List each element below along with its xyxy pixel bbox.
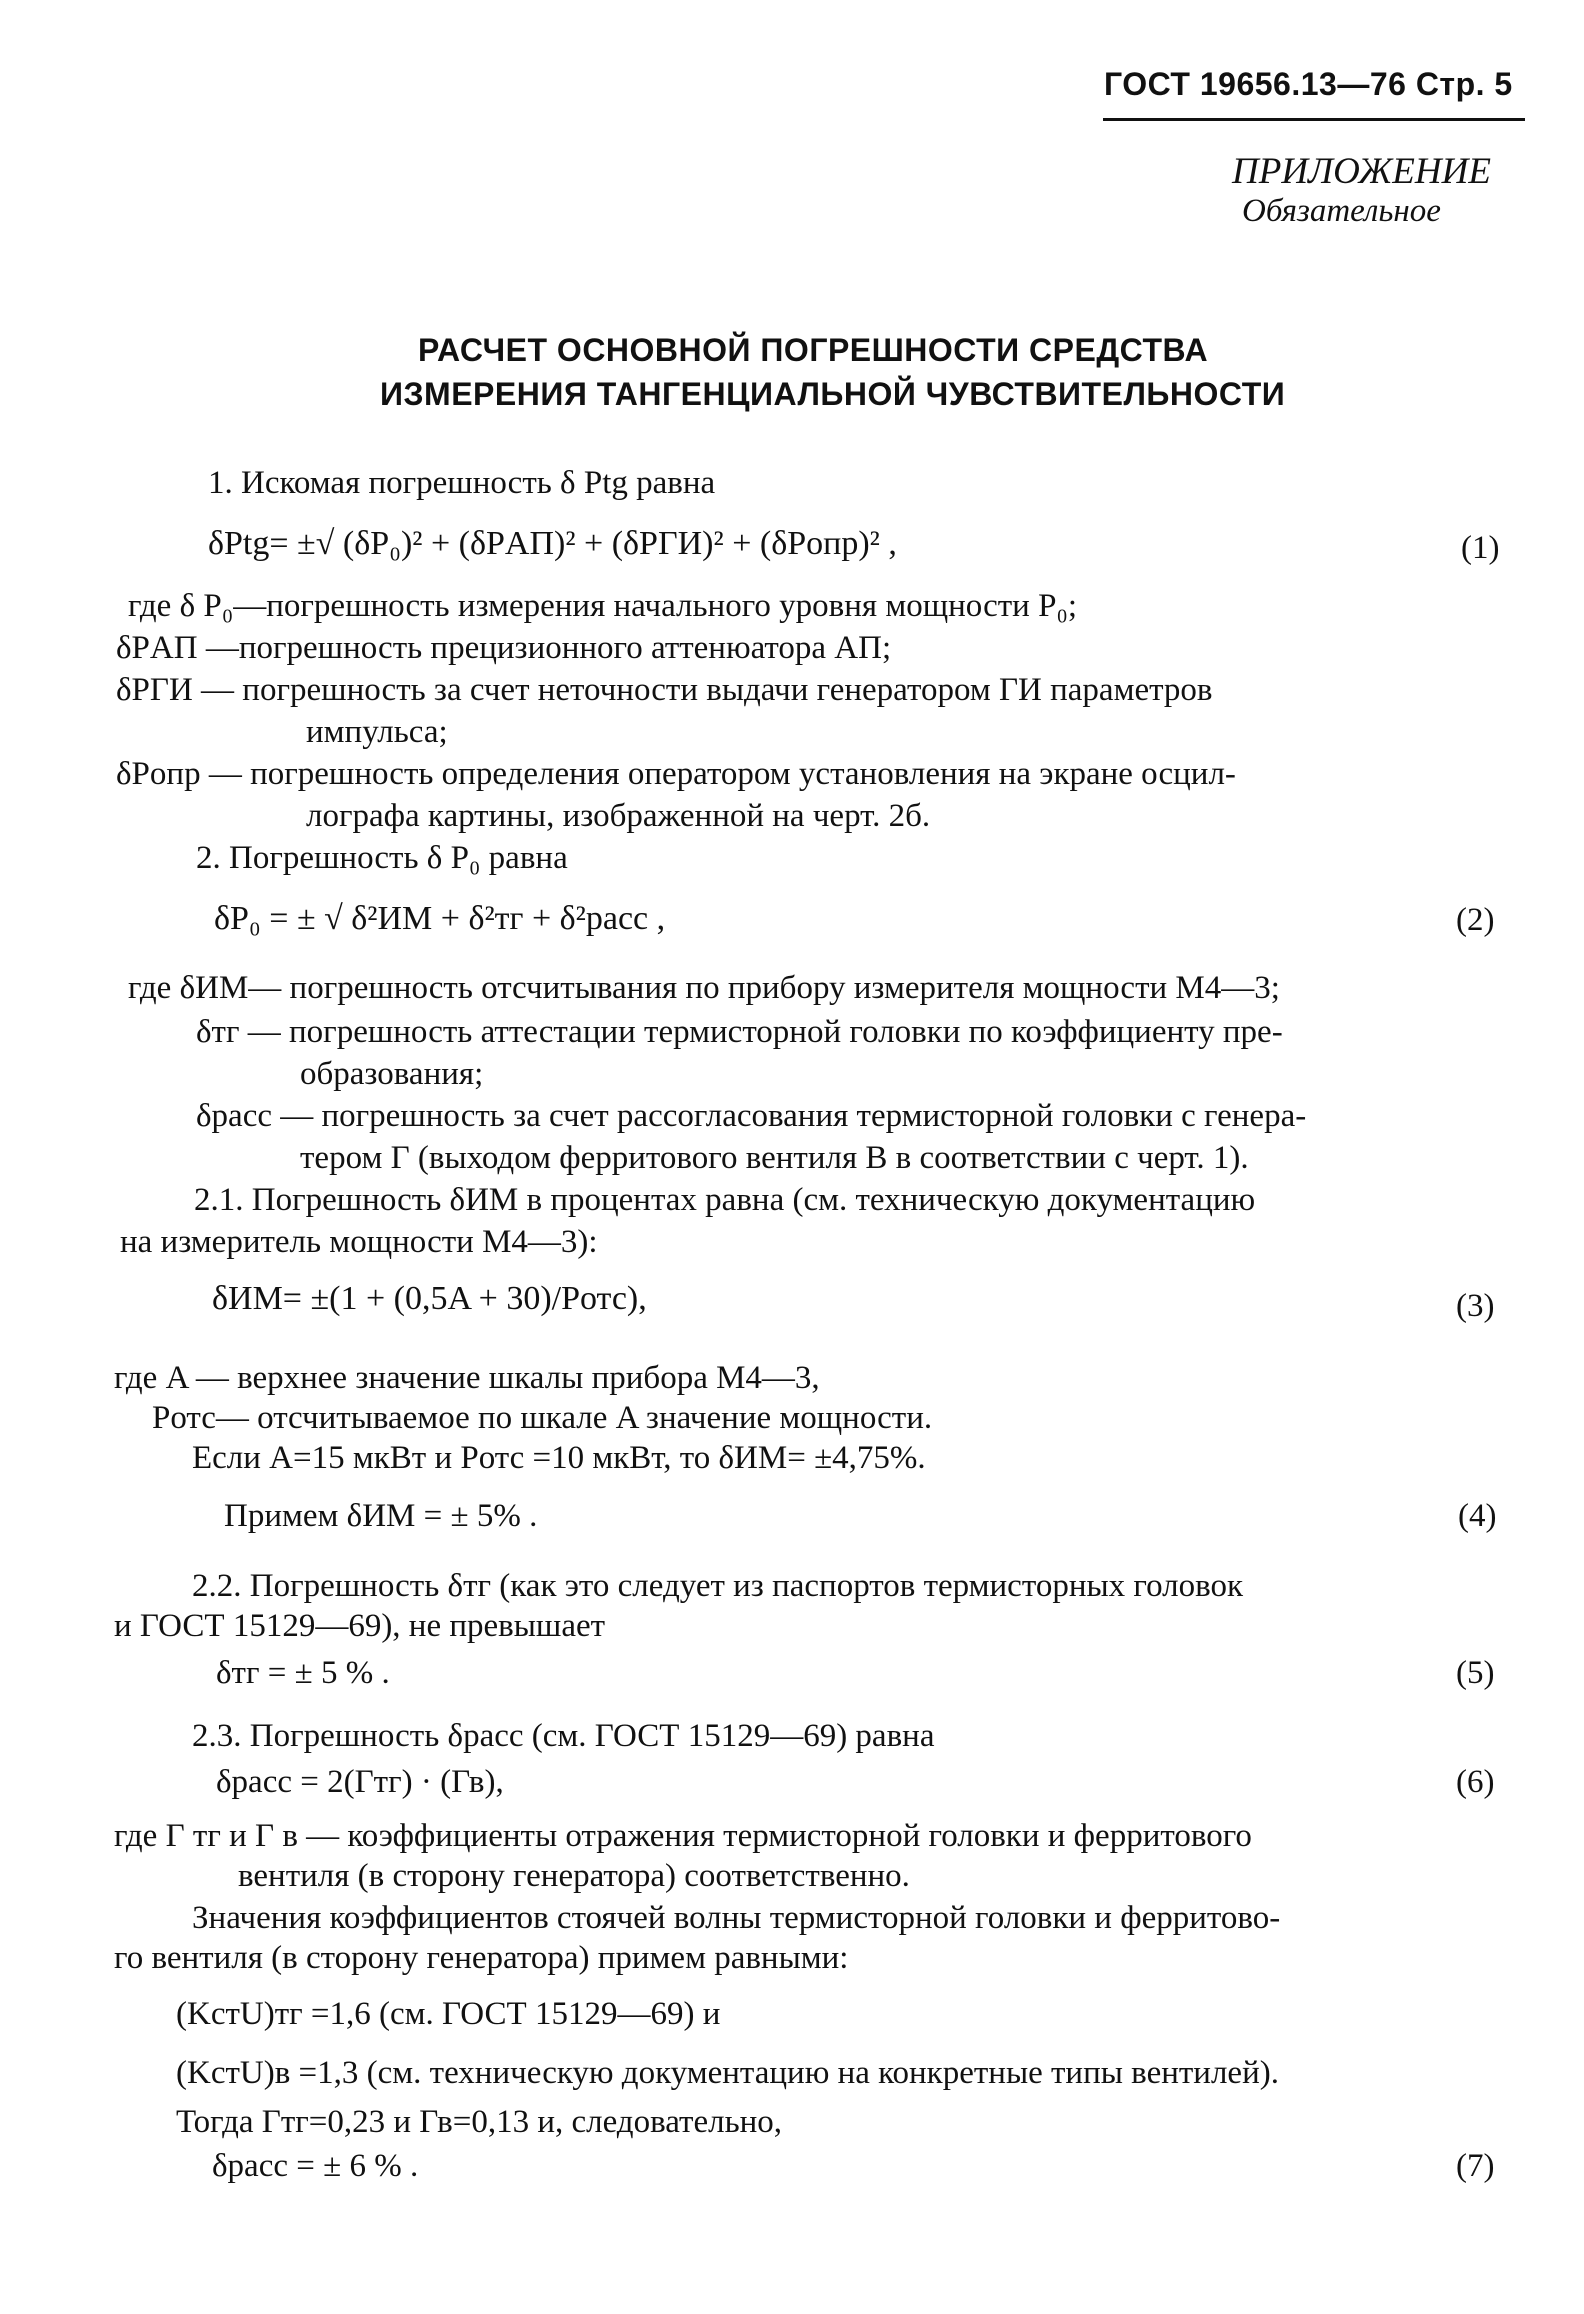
text-line: Если A=15 мкВт и Pотс =10 мкВт, то δИМ= ±4,75%. [192,1440,926,1476]
text-line: где δИМ— погрешность отсчитывания по прибору измерителя мощности М4—3; [128,970,1280,1006]
text-line: 2. Погрешность δ P₀ равна [196,840,568,876]
text-line: го вентиля (в сторону генератора) примем равными: [114,1940,849,1976]
text-line: 2.2. Погрешность δтг (как это следует из паспортов термисторных головок [192,1568,1244,1604]
text-line: Pотс— отсчитываемое по шкале A значение мощности. [152,1400,933,1436]
text-line: где Г тг и Г в — коэффициенты отражения термисторной головки и ферритового [114,1818,1252,1854]
header-rule [1103,118,1525,121]
text-line: (KстU)тг =1,6 (см. ГОСТ 15129—69) и [176,1996,721,2032]
formula-2: δP₀ = ± √ δ²ИМ + δ²тг + δ²расс , [214,900,666,937]
text-line: 2.1. Погрешность δИМ в процентах равна (см. техническую документацию [194,1182,1256,1218]
text-line: 2.3. Погрешность δрасс (см. ГОСТ 15129—69) равна [192,1718,935,1754]
text-line: (KстU)в =1,3 (см. техническую документацию на конкретные типы вентилей). [176,2055,1279,2091]
equation-number: (6) [1456,1764,1495,1800]
appendix-title: ПРИЛОЖЕНИЕ [1232,151,1491,192]
equation-number: (4) [1458,1498,1497,1534]
text-line: δPГИ — погрешность за счет неточности выдачи генератором ГИ параметров [116,672,1213,708]
page-header: ГОСТ 19656.13—76 Стр. 5 [1104,66,1513,102]
text-line: Значения коэффициентов стоячей волны термисторной головки и ферритово- [192,1900,1281,1936]
equation-number: (2) [1456,902,1495,938]
text-line: где δ P₀—погрешность измерения начального уровня мощности P₀; [128,588,1078,624]
text-line: δPопр — погрешность определения оператором установления на экране осцил- [116,756,1236,792]
formula-1: δPtg= ±√ (δP₀)² + (δPАП)² + (δPГИ)² + (δPопр)² , [208,525,897,562]
text-line: Тогда Гтг=0,23 и Гв=0,13 и, следовательно, [176,2104,783,2140]
equation-number: (1) [1461,530,1500,566]
text-line: 1. Искомая погрешность δ Ptg равна [208,465,716,501]
text-line: δтг — погрешность аттестации термисторной головки по коэффициенту пре- [196,1014,1283,1050]
equation-number: (7) [1456,2148,1495,2184]
text-line: δрасс = ± 6 % . [212,2148,419,2184]
text-line: тером Г (выходом ферритового вентиля В в соответствии с черт. 1). [300,1140,1249,1176]
text-line: и ГОСТ 15129—69), не превышает [114,1608,606,1644]
text-line: δPАП —погрешность прецизионного аттенюатора АП; [116,630,892,666]
text-line: импульса; [306,714,448,750]
text-line: δрасс — погрешность за счет рассогласования термисторной головки с генера- [196,1098,1307,1134]
text-line: лографа картины, изображенной на черт. 2б. [306,798,931,834]
text-line: δтг = ± 5 % . [216,1655,390,1691]
text-line: δрасс = 2(Гтг) · (Гв), [216,1764,504,1800]
equation-number: (5) [1456,1655,1495,1691]
appendix-note: Обязательное [1242,193,1441,229]
text-line: на измеритель мощности М4—3): [120,1224,598,1260]
text-line: где A — верхнее значение шкалы прибора М4—3, [114,1360,820,1396]
formula-3: δИМ= ±(1 + (0,5A + 30)/Pотс), [212,1280,647,1317]
equation-number: (3) [1456,1288,1495,1324]
text-line: образования; [300,1056,484,1092]
text-line: вентиля (в сторону генератора) соответственно. [238,1858,910,1894]
doc-title-line-1: РАСЧЕТ ОСНОВНОЙ ПОГРЕШНОСТИ СРЕДСТВА [418,332,1209,368]
doc-title-line-2: ИЗМЕРЕНИЯ ТАНГЕНЦИАЛЬНОЙ ЧУВСТВИТЕЛЬНОСТИ [380,376,1286,412]
text-line: Примем δИМ = ± 5% . [224,1498,538,1534]
